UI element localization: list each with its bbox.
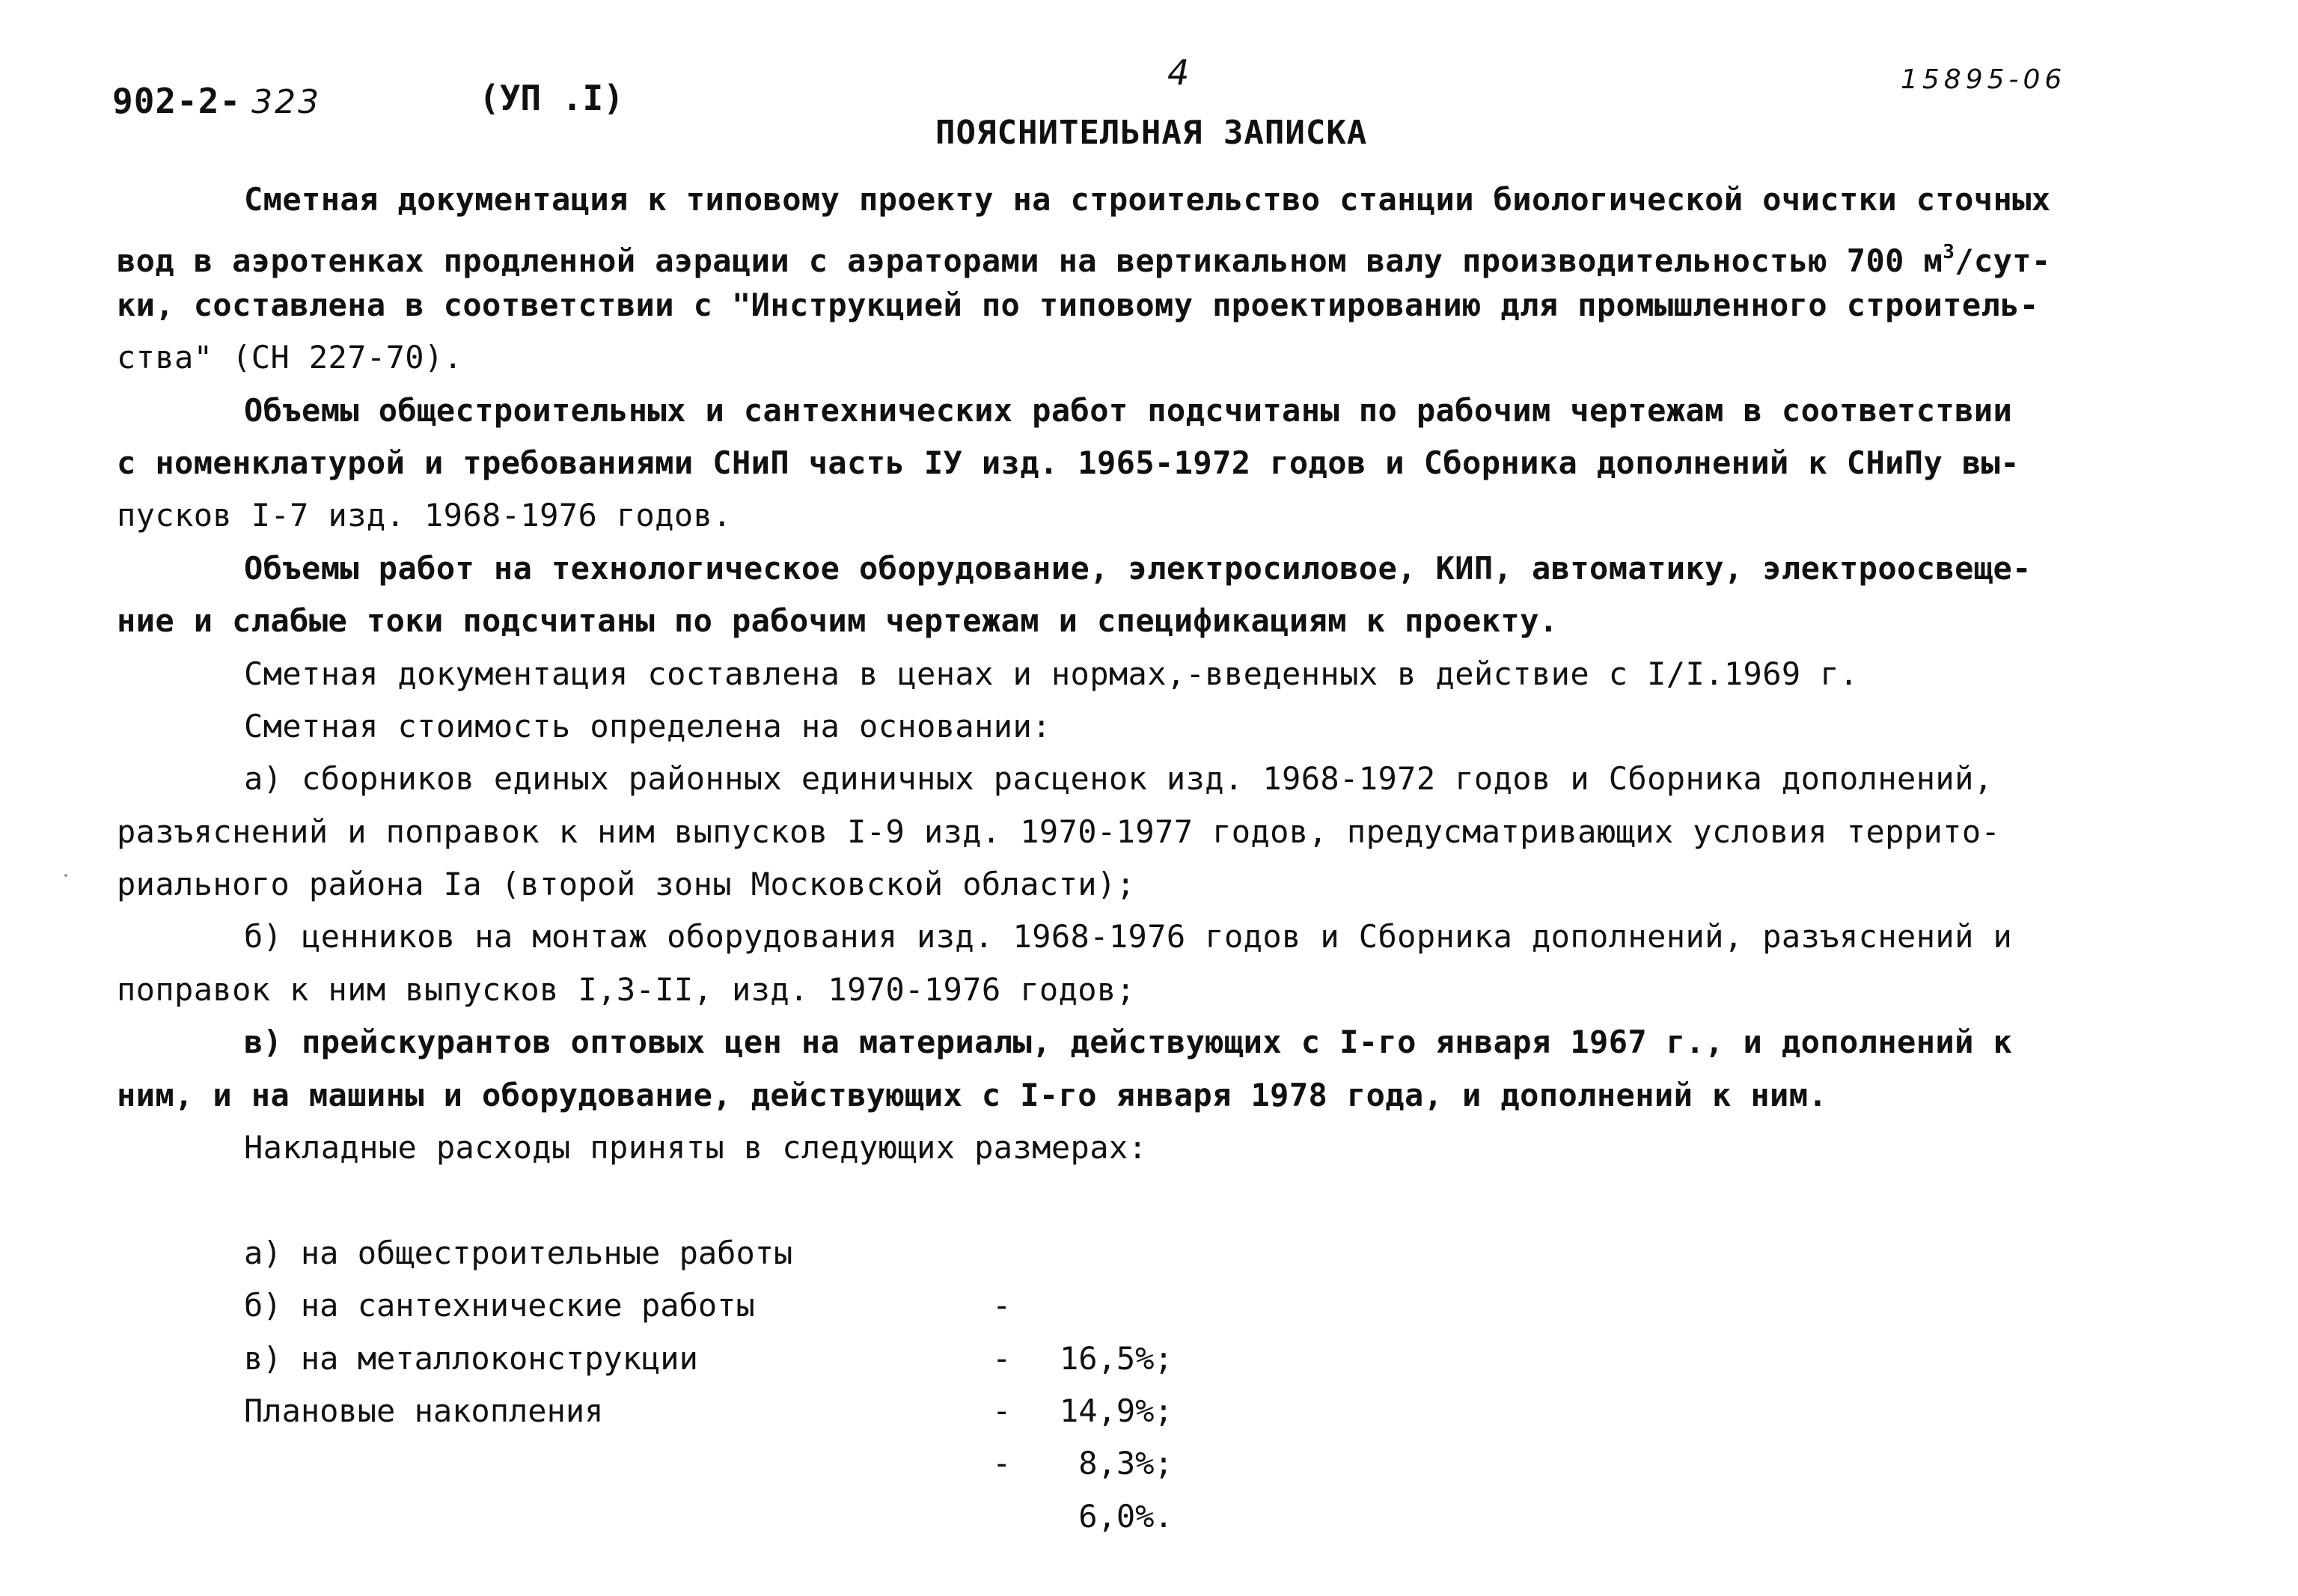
- list-item-line: разъяснений и поправок к ним выпусков I-9 изд. 1970-1977 годов, предусматривающих условия террито-: [117, 813, 2001, 850]
- superscript: 3: [1943, 241, 1955, 264]
- rate-label: Плановые накопления: [244, 1392, 604, 1429]
- list-item-line: поправок к ним выпусков I,3-II, изд. 1970-1976 годов;: [117, 970, 1136, 1008]
- paragraph-line-tail: /сут-: [1955, 242, 2051, 280]
- paragraph-line-text: вод в аэротенках продленной аэрации с аэраторами на вертикальном валу производительностью 700 м: [117, 242, 1943, 280]
- paragraph-line: с номенклатурой и требованиями СНиП часть IУ изд. 1965-1972 годов и Сборника дополнений к СНиПу вы-: [117, 444, 2020, 481]
- paragraph-line: ства" (СН 227-70).: [117, 339, 463, 376]
- margin-dot: [64, 874, 67, 877]
- paragraph-line: Сметная документация составлена в ценах и нормах,-введенных в действие с I/I.1969 г.: [244, 655, 1859, 692]
- list-item-line: риального района Iа (второй зоны Московской области);: [117, 866, 1136, 903]
- paragraph-line: ние и слабые токи подсчитаны по рабочим чертежам и спецификациям к проекту.: [117, 602, 1559, 640]
- rate-label: б) на сантехнические работы: [244, 1287, 755, 1324]
- paragraph-line: пусков I-7 изд. 1968-1976 годов.: [117, 497, 732, 534]
- project-code: [112, 81, 321, 121]
- rate-value: 6,0%.: [1060, 1497, 1173, 1535]
- list-item-line: а) сборников единых районных единичных расценок изд. 1968-1972 годов и Сборника дополнений,: [244, 760, 1993, 798]
- rate-value: 16,5%;: [1060, 1339, 1173, 1377]
- rate-label: а) на общестроительные работы: [244, 1234, 793, 1271]
- document-number: 15895-06: [1901, 64, 2067, 95]
- rate-dash: -: [992, 1339, 1012, 1377]
- paragraph-line: Объемы общестроительных и сантехнических работ подсчитаны по рабочим чертежам в соответствии: [244, 391, 2013, 429]
- rate-value: 14,9%;: [1060, 1392, 1173, 1430]
- paragraph-line: Накладные расходы приняты в следующих размерах:: [244, 1129, 1148, 1167]
- rate-dash: -: [992, 1392, 1012, 1430]
- page-number: 4: [1167, 52, 1190, 93]
- paragraph-line: Сметная стоимость определена на основании:: [244, 707, 1051, 745]
- volume-label: (УП .I): [479, 78, 624, 118]
- rate-dash: -: [992, 1287, 1012, 1324]
- project-code-printed: 902-2-: [112, 81, 242, 121]
- paragraph-line: Объемы работ на технологическое оборудование, электросиловое, КИП, автоматику, электроосвеще-: [244, 549, 2032, 587]
- paragraph-line: ки, составлена в соответствии с "Инструкцией по типовому проектированию для промышленного строитель-: [117, 286, 2039, 323]
- list-item-line: в) прейскурантов оптовых цен на материалы, действующих с I-го января 1967 г., и дополнений к: [244, 1024, 2013, 1061]
- project-code-handwritten: 323: [251, 83, 322, 121]
- list-item-line: б) ценников на монтаж оборудования изд. 1968-1976 годов и Сборника дополнений, разъяснений и: [244, 918, 2013, 956]
- paragraph-line: [117, 226, 2197, 278]
- document-title: ПОЯСНИТЕЛЬНАЯ ЗАПИСКА: [935, 114, 1368, 152]
- rate-label: в) на металлоконструкции: [244, 1339, 698, 1377]
- document-body: [117, 174, 2197, 1535]
- rate-value: 8,3%;: [1060, 1445, 1173, 1482]
- list-item-line: ним, и на машины и оборудование, действующих с I-го января 1978 года, и дополнений к ним.: [117, 1076, 1828, 1113]
- paragraph-line: Сметная документация к типовому проекту на строительство станции биологической очистки сточных: [244, 181, 2051, 218]
- rate-dash: -: [992, 1445, 1012, 1482]
